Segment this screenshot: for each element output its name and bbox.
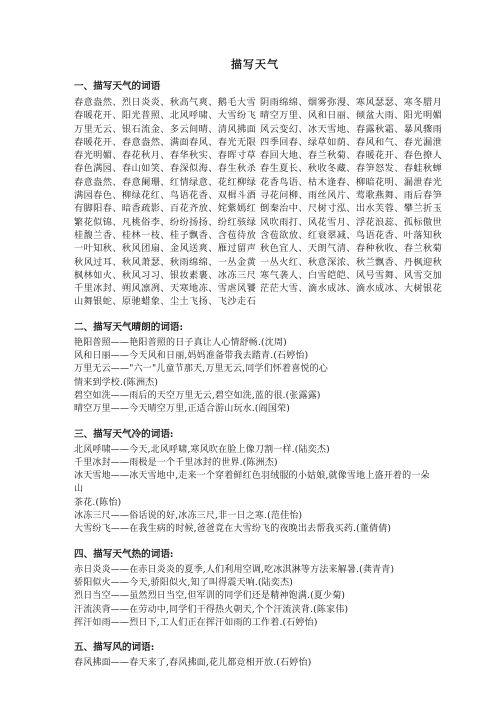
word-line: 春暖花开、阳光普照、北风呼啸、大雪纷飞 — [74, 110, 257, 122]
entry-line: 汗流浃背——在劳动中,同学们干得热火朝天,个个汗流浃背.(陈家伟) — [74, 604, 349, 615]
word-column-right — [260, 96, 443, 309]
entry-line: 赤日炎炎——在赤日炎炎的夏季,人们利用空调,吃冰淇淋等方法来解暑.(龚青青) — [74, 564, 395, 575]
section-heading-sunny: 二、描写天气晴朗的词语: — [74, 321, 184, 333]
word-line: 春回大地、春兰秋菊、春暖花开、春色撩人 — [260, 150, 443, 162]
word-line: 春暖花开、春意盎然、满面春风、春光无限 — [74, 136, 257, 148]
section-heading-hot: 四、描写天气热的词语: — [74, 548, 174, 560]
word-line: 千里冰封、朔风凛冽、天寒地冻、雪虐风饕 — [74, 283, 257, 295]
word-line: 枫林如火、秋风习习、银妆素裹、冰冻三尺 — [74, 269, 257, 281]
word-line: 秋风过耳、秋风萧瑟、秋雨绵绵、一丛金黄 — [74, 256, 257, 268]
wind-entries — [74, 657, 436, 670]
entry-line: 骄阳似火——今天,骄阳似火,知了叫得震天响.(陆奕杰) — [74, 577, 294, 588]
word-line: 花香鸟语、枯木逢春、柳暗花明、漏泄春光 — [260, 176, 443, 188]
word-column-left — [74, 96, 257, 309]
entry-line: 茶花.(陈怡) — [74, 497, 122, 508]
word-line: 山舞银蛇、原驰蜡象、尘土飞扬、飞沙走石 — [74, 296, 257, 308]
word-line: 倒秦治中、尺树寸泓、出水芙蓉、攀兰折玉 — [260, 203, 443, 215]
word-line: 四季回春、绿草如荫、春风和气、春光漏泄 — [260, 136, 443, 148]
word-line: 万里无云、银石流金、多云间晴、清风拂面 — [74, 123, 257, 135]
entry-line: 北风呼啸——今天,北风呼啸,寒风吹在脸上像刀割一样.(陆奕杰) — [74, 444, 330, 455]
word-line: 桂馥兰香、桂林一枝、桂子飘香、含苞待放 — [74, 229, 257, 241]
entry-line: 风和日丽——今天风和日丽,妈妈准备带我去踏青.(石婷怡) — [74, 351, 309, 362]
word-line: 满园春色、柳绿花红、鸟语花香、双楫斗酒 — [74, 190, 257, 202]
word-line: 茫茫大雪、滴水成冰、滴水成冰、大树银花 — [260, 283, 443, 295]
entry-line: 春风拂面——春天来了,春风拂面,花儿都竞相开放.(石婷怡) — [74, 658, 312, 669]
entry-line: 挥汗如雨——烈日下,工人们正在挥汗如雨的工作着.(石婷怡) — [74, 617, 318, 628]
entry-line: 艳阳普照——艳阳普照的日子真让人心情舒畅.(沈周) — [74, 337, 287, 348]
entry-line: 情来到学校.(陈洲杰) — [74, 377, 159, 388]
word-line: 风云变幻、冰天雪地、春露秋霜、暴风骤雨 — [260, 123, 443, 135]
word-line: 春光明媚、春花秋月、春华秋实、春晖寸草 — [74, 150, 257, 162]
entry-line: 烈日当空——虽然烈日当空,但军训的同学们还是精神饱满.(夏少菊) — [74, 591, 346, 602]
word-line: 寻花问柳、雨丝风片、莺歌燕舞、雨后春笋 — [260, 190, 443, 202]
entry-line: 大雪纷飞——在我生病的时候,爸爸竟在大雪纷飞的夜晚出去帮我买药.(董倩倩) — [74, 524, 392, 535]
section-heading-cold: 三、描写天气冷的词语: — [74, 428, 174, 440]
word-line: 阴雨绵绵、烟雾弥漫、寒风瑟瑟、寒冬腊月 — [260, 97, 443, 108]
word-line: 寒气袭人、白雪皑皑、风号雪舞、风雪交加 — [260, 269, 443, 281]
entry-line: 碧空如洗——雨后的天空万里无云,碧空如洗,蓝的很.(张露露) — [74, 390, 321, 401]
cold-entries — [74, 444, 436, 537]
word-line: 一叶知秋、秋风团扇、金风送爽、雁过留声 — [74, 243, 257, 255]
word-line: 春生夏长、秋收冬藏、春笋怒发、春蛙秋蝉 — [260, 163, 443, 175]
entry-line: 冰天雪地——冰天雪地中,走来一个穿着鲜红色羽绒服的小姑娘,就像雪地上盛开着的一朵山 — [74, 471, 430, 495]
word-line: 春意盎然、春意阑珊、红情绿意、花红柳绿 — [74, 176, 257, 188]
entry-line: 冰冻三尺——俗话说的好,冰冻三尺,非一日之寒.(范佳怡) — [74, 511, 303, 522]
word-line: 春意盎然、烈日炎炎、秋高气爽、鹅毛大雪 — [74, 97, 257, 108]
page-title: 描写天气 — [231, 58, 279, 71]
word-line: 一丛火红、秋意深浓、秋兰飘香、丹枫迎秋 — [260, 256, 443, 268]
word-line: 秋色宜人、天朗气清、春种秋收、春兰秋菊 — [260, 243, 443, 255]
word-line: 春色满园、春山如笑、春深似海、春生秋杀 — [74, 163, 257, 175]
hot-entries — [74, 564, 436, 630]
word-line: 有脚阳春、暗香疏影、百花齐放、姹紫嫣红 — [74, 203, 257, 215]
word-line: 风吹雨打、风花雪月、浮花浪蕊、孤标傲世 — [260, 216, 443, 228]
entry-line: 晴空万里——今天晴空万里,正适合游山玩水.(阎国荣) — [74, 404, 290, 415]
weather-word-grid — [74, 96, 443, 309]
word-line: 繁花似锦、凡桃俗李、纷纷扬扬、纷红骇绿 — [74, 216, 257, 228]
word-line: 含苞欲放、红衰翠减、鸟语花香、叶落知秋 — [260, 229, 443, 241]
section-heading-wind: 五、描写风的词语: — [74, 642, 155, 654]
entry-line: 万里无云——"六一"儿童节那天,万里无云,同学们怀着喜悦的心 — [74, 364, 329, 375]
word-line: 晴空万里、风和日丽、倾盆大雨、阳光明媚 — [260, 110, 443, 122]
section-heading-weather-words: 一、描写天气的词语 — [74, 81, 161, 92]
entry-line: 千里冰封——雨极是一个千里冰封的世界.(陈洲杰) — [74, 457, 278, 468]
sunny-entries — [74, 337, 436, 417]
